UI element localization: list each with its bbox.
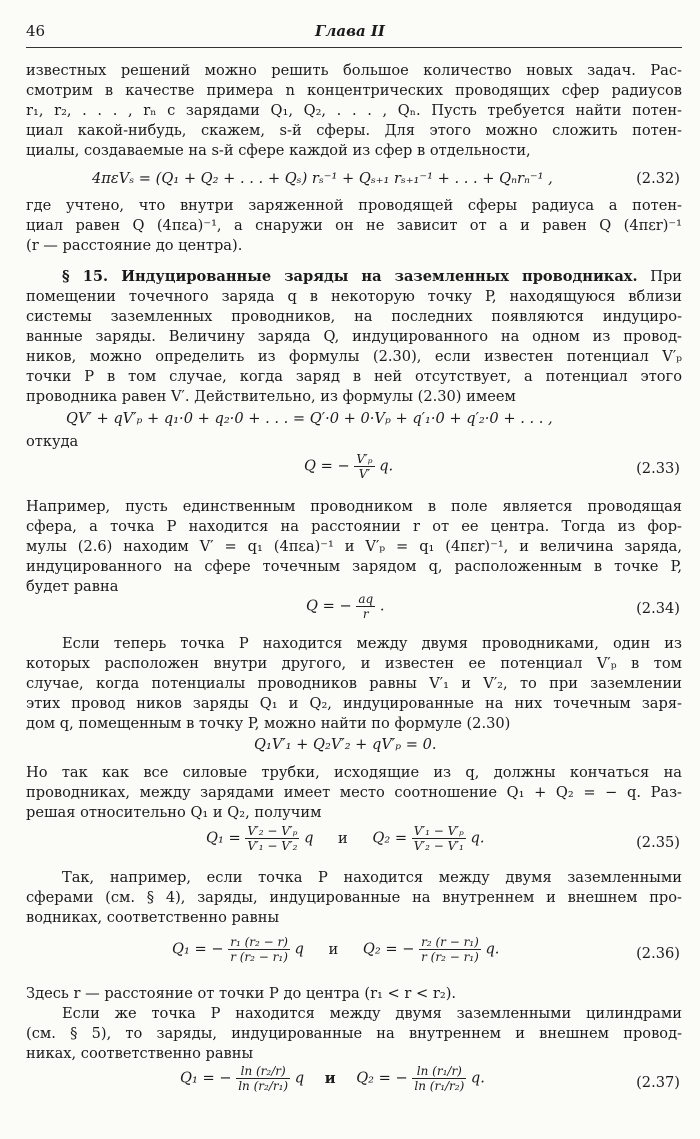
- text-line: (r — расстояние до центра).: [26, 237, 243, 254]
- eq-tail: q.: [485, 940, 500, 958]
- fraction: [419, 935, 481, 964]
- fraction-numerator: r₂ (r − r₁): [421, 935, 479, 949]
- eq-lhs: Q = −: [306, 597, 352, 615]
- fraction: [356, 592, 375, 621]
- text-line: Например, пусть единственным проводником в поле является проводящая: [26, 498, 682, 515]
- fraction-numerator: aq: [358, 592, 374, 606]
- text-line: проводника равен V′. Действительно, из формулы (2.30) имеем: [26, 388, 516, 405]
- equation-number: (2.35): [636, 834, 680, 851]
- eq-tail: q: [294, 1069, 305, 1087]
- eq-lhs: Q₁ =: [206, 829, 241, 847]
- equation-number: (2.36): [636, 945, 680, 962]
- fraction-numerator: V′₂ − V′ₚ: [245, 824, 299, 839]
- text-line: Если же точка P находится между двумя заземленными цилиндрами: [62, 1005, 682, 1022]
- eq-tail: q: [304, 829, 314, 847]
- fraction-numerator: V′ₚ: [356, 452, 373, 466]
- page-number: 46: [26, 22, 46, 40]
- fraction: [228, 935, 290, 964]
- fraction-denominator: ln (r₁/r₂): [414, 1079, 465, 1093]
- text-line: случае, когда потенциалы проводников равны V′₁ и V′₂, то при заземлении: [26, 675, 682, 692]
- fraction-numerator: r₁ (r₂ − r): [230, 935, 288, 949]
- text-line: откуда: [26, 433, 79, 450]
- eq-lhs: Q₁ = −: [172, 940, 224, 958]
- fraction-numerator: ln (r₁/r): [412, 1064, 466, 1079]
- text-fragment: При: [650, 268, 683, 285]
- eq-rhs: q.: [379, 457, 394, 475]
- text-line: будет равна: [26, 578, 119, 595]
- equation-number: (2.34): [636, 600, 680, 617]
- text-line: никах, соответственно равны: [26, 1045, 254, 1062]
- fraction-denominator: V′₂ − V′₁: [413, 839, 464, 853]
- section-title: § 15. Индуцированные заряды на заземленных проводниках.: [62, 268, 638, 285]
- text-line: известных решений можно решить большое количество новых задач. Рас-: [26, 62, 682, 79]
- text-line: дом q, помещенным в точку P, можно найти по формуле (2.30): [26, 715, 511, 732]
- eq-tail: q.: [470, 829, 485, 847]
- header-rule: [26, 47, 682, 48]
- text-line: системы заземленных проводников, на последних появляются индуциро-: [26, 308, 682, 325]
- equation-2-36: [172, 935, 499, 964]
- fraction-numerator: V′₁ − V′ₚ: [412, 824, 466, 839]
- text-line: мулы (2.6) находим V′ = q₁ (4πεa)⁻¹ и V′ₚ = q₁ (4πεr)⁻¹, и величина заряда,: [26, 538, 682, 555]
- fraction-denominator: r (r₂ − r₁): [230, 950, 288, 964]
- text-line: помещении точечного заряда q в некоторую точку P, находящуюся вблизи: [26, 288, 682, 305]
- conjunction: и: [338, 829, 348, 847]
- equation-number: (2.32): [636, 170, 680, 187]
- text-line: решая относительно Q₁ и Q₂, получим: [26, 804, 322, 821]
- chapter-title: Глава II: [315, 22, 385, 40]
- eq-lhs: Q₁ = −: [180, 1069, 232, 1087]
- equation-middle: Q₁V′₁ + Q₂V′₂ + qV′ₚ = 0.: [254, 736, 437, 753]
- eq-lhs: Q₂ = −: [356, 1069, 408, 1087]
- fraction-denominator: r (r₂ − r₁): [421, 950, 479, 964]
- eq-lhs: Q₂ = −: [362, 940, 415, 958]
- eq-lhs: Q₂ =: [372, 829, 408, 847]
- text-line: Так, например, если точка P находится между двумя заземленными: [62, 869, 682, 886]
- fraction-denominator: r: [362, 607, 369, 621]
- equation-number: (2.37): [636, 1074, 680, 1091]
- text-line: Но так как все силовые трубки, исходящие из q, должны кончаться на: [26, 764, 682, 781]
- eq-lhs: Q = −: [304, 457, 350, 475]
- equation-2-32: 4πεVₛ = (Q₁ + Q₂ + . . . + Qₛ) rₛ⁻¹ + Qₛ₊₁ rₛ₊₁⁻¹ + . . . + Qₙrₙ⁻¹ ,: [92, 170, 553, 187]
- text-line: ников, можно определить из формулы (2.30), если известен потенциал V′ₚ: [26, 348, 682, 365]
- fraction: [354, 452, 374, 481]
- equation-number: (2.33): [636, 460, 680, 477]
- text-line: сфера, а точка P находится на расстоянии r от ее центра. Тогда из фор-: [26, 518, 682, 535]
- text-line: Здесь r — расстояние от точки P до центра (r₁ < r < r₂).: [26, 985, 457, 1002]
- equation-2-35: [206, 824, 484, 853]
- fraction-denominator: V′: [358, 467, 371, 481]
- fraction: [412, 824, 466, 853]
- text-line: точки P в том случае, когда заряд в ней отсутствует, а потенциал этого: [26, 368, 682, 385]
- equation-2-34: [306, 592, 384, 621]
- text-line: индуцированного на сфере точечным зарядом q, расположенным в точке P,: [26, 558, 682, 575]
- section-heading-line: [62, 267, 682, 286]
- fraction: [236, 1064, 290, 1093]
- equation-2-37: [180, 1064, 485, 1093]
- text-line: водниках, соответственно равны: [26, 909, 280, 926]
- text-line: которых расположен внутри другого, и известен ее потенциал V′ₚ в том: [26, 655, 682, 672]
- text-line: циалы, создаваемые на s-й сфере каждой из сфер в отдельности,: [26, 142, 531, 159]
- fraction-denominator: ln (r₂/r₁): [238, 1079, 289, 1093]
- text-line: r₁, r₂, . . . , rₙ с зарядами Q₁, Q₂, . . . , Qₙ. Пусть требуется найти потен-: [26, 102, 682, 119]
- conjunction: и: [324, 1069, 336, 1087]
- text-line: смотрим в качестве примера n концентрических проводящих сфер радиусов: [26, 82, 682, 99]
- text-line: где учтено, что внутри заряженной проводящей сферы радиуса a потен-: [26, 197, 682, 214]
- fraction: [245, 824, 299, 853]
- text-line: циал какой-нибудь, скажем, s-й сферы. Для этого можно сложить потен-: [26, 122, 682, 139]
- eq-rhs: .: [379, 597, 385, 615]
- conjunction: и: [328, 940, 339, 958]
- eq-tail: q: [294, 940, 304, 958]
- text-line: сферами (см. § 4), заряды, индуцированные на внутреннем и внешнем про-: [26, 889, 682, 906]
- fraction-denominator: V′₁ − V′₂: [247, 839, 298, 853]
- equation-main: QV′ + qV′ₚ + q₁·0 + q₂·0 + . . . = Q′·0 + 0·Vₚ + q′₁·0 + q′₂·0 + . . . ,: [66, 410, 553, 427]
- text-line: (см. § 5), то заряды, индуцированные на внутреннем и внешнем провод-: [26, 1025, 682, 1042]
- text-line: ванные заряды. Величину заряда Q, индуцированного на одном из провод-: [26, 328, 682, 345]
- text-line: проводниках, между зарядами имеет место соотношение Q₁ + Q₂ = − q. Раз-: [26, 784, 682, 801]
- text-line: циал равен Q (4πεa)⁻¹, а снаружи он не зависит от a и равен Q (4πεr)⁻¹: [26, 217, 682, 234]
- fraction-numerator: ln (r₂/r): [236, 1064, 290, 1079]
- fraction: [412, 1064, 466, 1093]
- text-line: этих провод ников заряды Q₁ и Q₂, индуцированные на них точечным заря-: [26, 695, 682, 712]
- equation-2-33: [304, 452, 393, 481]
- text-line: Если теперь точка P находится между двумя проводниками, один из: [62, 635, 682, 652]
- eq-tail: q.: [470, 1069, 485, 1087]
